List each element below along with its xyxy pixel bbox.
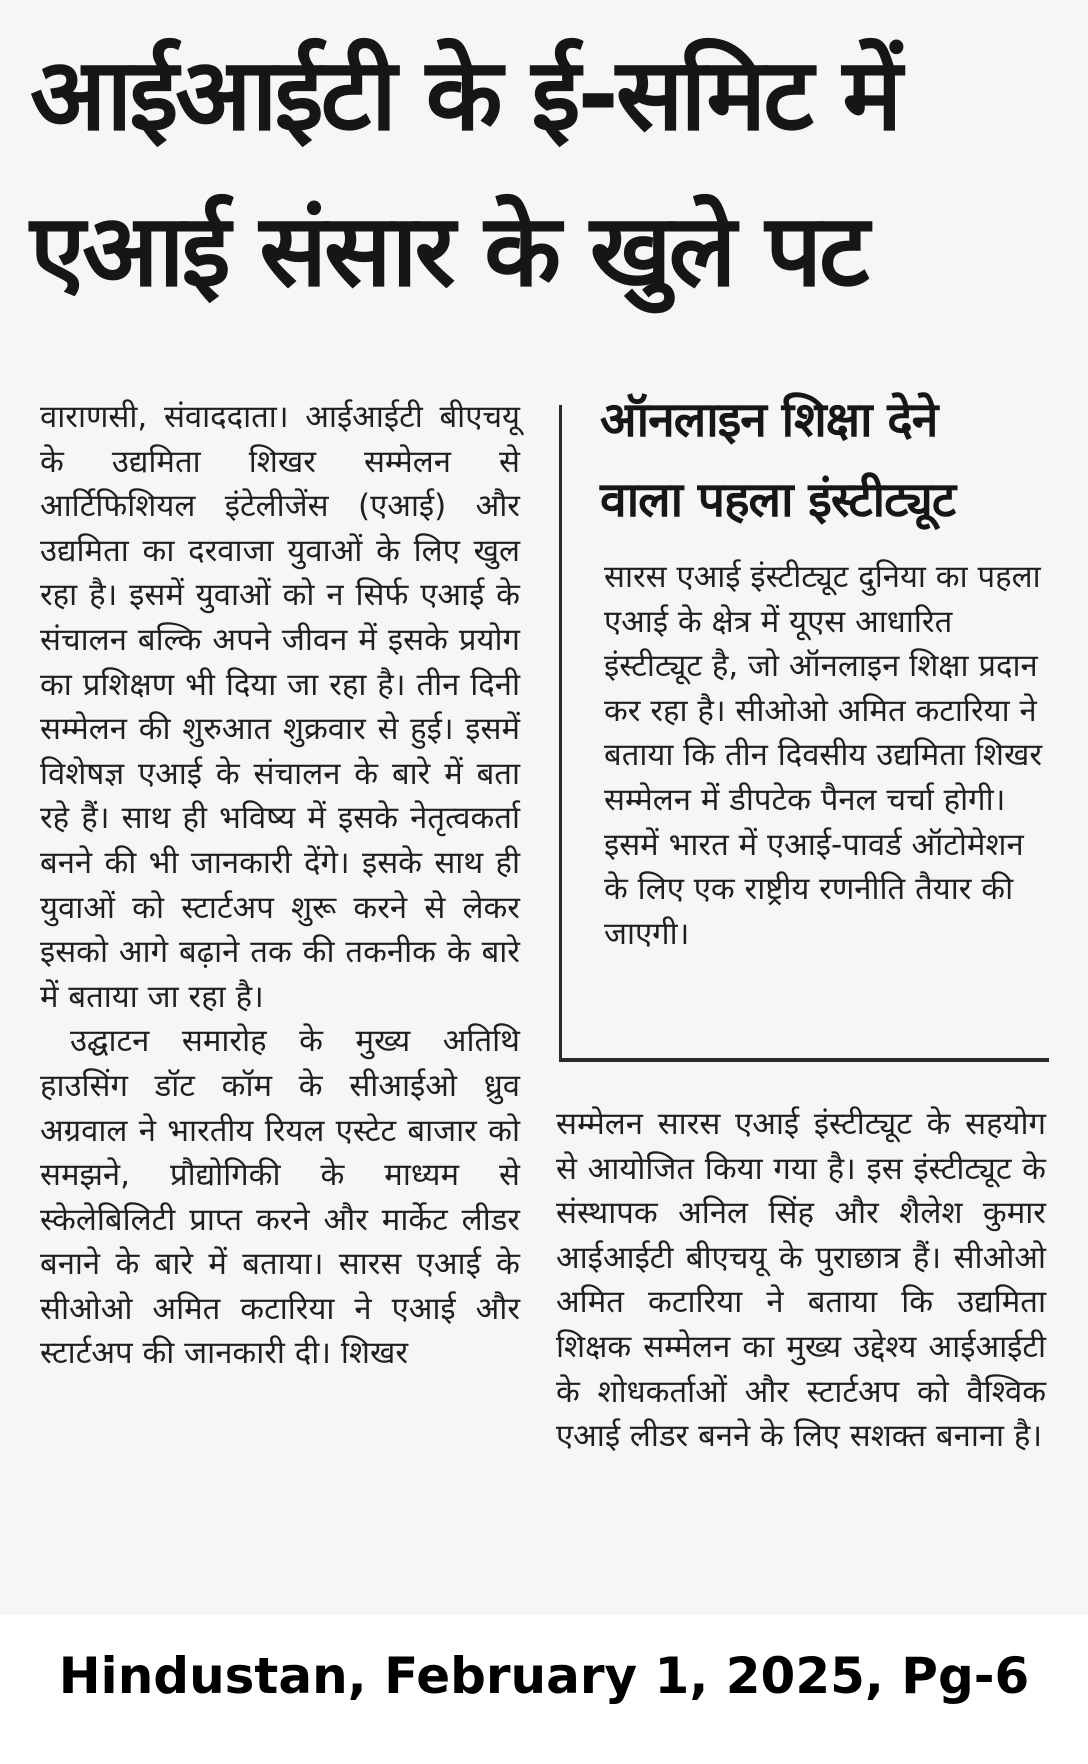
box-bottom-rule [559,1058,1049,1062]
article-right-column [556,1102,1046,1602]
article-paragraph: सम्मेलन सारस एआई इंस्टीट्यूट के सहयोग से आयोजित किया गया है। इस इंस्टीट्यूट के संस्थापक अनिल सिंह और शैलेश कुमार आईआईटी बीएचयू के पुराछात्र हैं। सीओओ अमित कटारिया ने बताया कि उद्यमिता शिक्षक सम्मेलन का मुख्य उद्देश्य आईआईटी के शोधकर्ताओं और स्टार्टअप को वैश्विक एआई लीडर बनने के लिए सशक्त बनाना है। [556,1106,1046,1455]
box-heading-line-2: वाला पहला इंस्टीट्यूट [600,472,956,528]
headline-line-1: आईआईटी के ई-समिट में [30,36,900,153]
article-paragraph: उद्घाटन समारोह के मुख्य अतिथि हाउसिंग डॉट कॉम के सीआईओ ध्रुव अग्रवाल ने भारतीय रियल एस्टेट बाजार को समझने, प्रौद्योगिकी के माध्यम से स्केलेबिलिटी प्राप्त करने और मार्केट लीडर बनाने के बारे में बताया। सारस एआई के सीओओ अमित कटारिया ने एआई और स्टार्टअप की जानकारी दी। शिखर [40,1023,520,1372]
box-paragraph: सारस एआई इंस्टीट्यूट दुनिया का पहला एआई के क्षेत्र में यूएस आधारित इंस्टीट्यूट है, जो ऑनलाइन शिक्षा प्रदान कर रहा है। सीओओ अमित कटारिया ने बताया कि तीन दिवसीय उद्यमिता शिखर सम्मेलन में डीपटेक पैनल चर्चा होगी। इसमें भारत में एआई-पावर्ड ऑटोमेशन के लिए एक राष्ट्रीय रणनीति तैयार की जाएगी। [604,559,1043,952]
article-paragraph: वाराणसी, संवाददाता। आईआईटी बीएचयू के उद्यमिता शिखर सम्मेलन से आर्टिफिशियल इंटेलीजेंस (एआई) और उद्यमिता का दरवाजा युवाओं के लिए खुल रहा है। इसमें युवाओं को न सिर्फ एआई के संचालन बल्कि अपने जीवन में इसके प्रयोग का प्रशिक्षण भी दिया जा रहा है। तीन दिनी सम्मेलन की शुरुआत शुक्रवार से हुई। इसमें विशेषज्ञ एआई के संचालन के बारे में बता रहे हैं। साथ ही भविष्य में इसके नेतृत्वकर्ता बनने की भी जानकारी देंगे। इसके साथ ही युवाओं को स्टार्टअप शुरू करने से लेकर इसको आगे बढ़ाने तक की तकनीक के बारे में बताया जा रहा है। [40,399,520,1015]
box-left-rule [559,405,562,1060]
box-body [604,555,1044,1045]
source-caption: Hindustan, February 1, 2025, Pg-6 [58,1647,1030,1705]
box-heading-line-1: ऑनलाइन शिक्षा देने [600,392,938,448]
article-left-column [40,395,520,1595]
headline-line-2: एआई संसार के खुले पट [30,192,867,309]
